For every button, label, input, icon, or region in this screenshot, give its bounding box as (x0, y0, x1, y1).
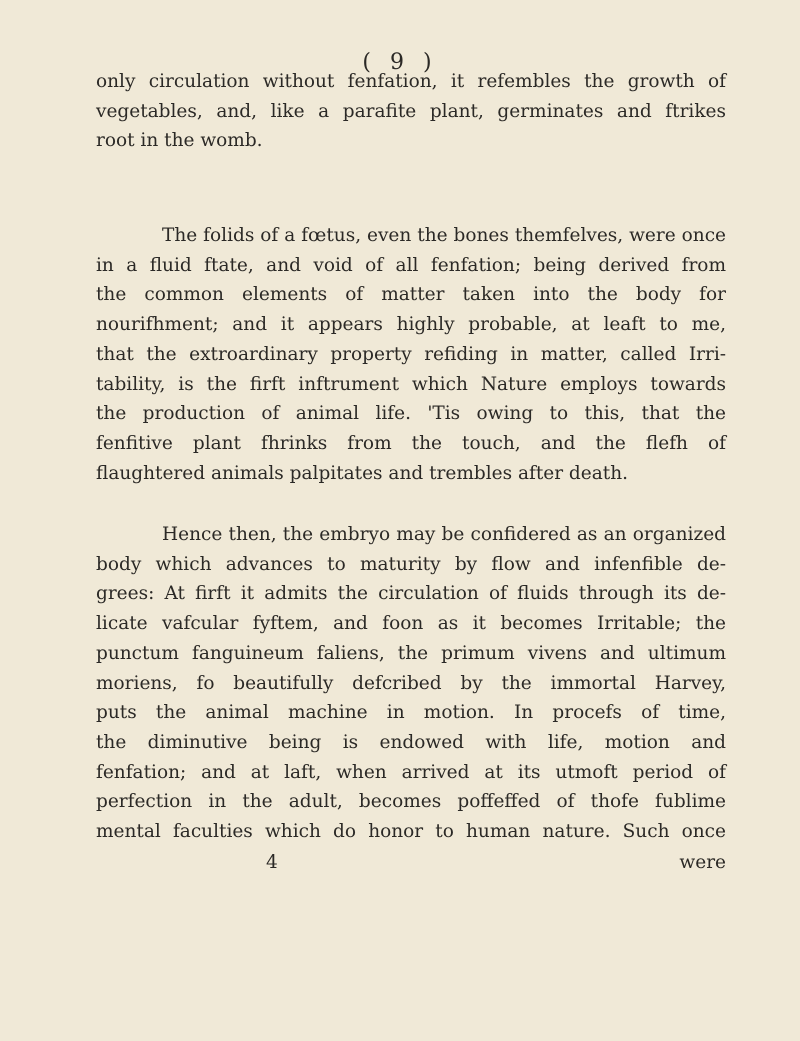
text-line: only circulation without fenfation, it refembles the growth of (96, 71, 726, 92)
catchword: were (679, 852, 726, 873)
paragraph-3 (96, 520, 726, 847)
text-line: tability, is the firft inftrument which Nature employs towards (96, 373, 726, 395)
paragraph-1 (96, 67, 726, 156)
page-number: ( 9 ) (362, 50, 438, 75)
text-line: The folids of a fœtus, even the bones themfelves, were once (162, 225, 726, 246)
text-line: licate vafcular fyftem, and foon as it becomes Irritable; the (96, 613, 726, 635)
text-line: that the extroardinary property refiding in matter, called Irri- (96, 343, 726, 365)
text-line: the common elements of matter taken into the body for (96, 284, 726, 306)
paragraph-2 (96, 221, 726, 488)
text-line: Hence then, the embryo may be confidered as an organized (162, 524, 726, 545)
text-line: mental faculties which do honor to human nature. Such once (96, 821, 726, 843)
text-line: puts the animal machine in motion. In procefs of time, (96, 702, 726, 724)
text-line: perfection in the adult, becomes poffeffed of thofe fublime (96, 791, 726, 813)
text-line: vegetables, and, like a parafite plant, germinates and ftrikes (96, 100, 726, 122)
text-line: punctum fanguineum faliens, the primum vivens and ultimum (96, 642, 726, 664)
text-line: grees: At firft it admits the circulation of fluids through its de- (96, 583, 726, 605)
text-line: body which advances to maturity by flow and infenfible de- (96, 553, 726, 575)
text-line: root in the womb. (96, 130, 263, 152)
text-line: fenfitive plant fhrinks from the touch, and the flefh of (96, 432, 726, 454)
text-line: the production of animal life. 'Tis owing to this, that the (96, 403, 726, 425)
text-line: moriens, fo beautifully defcribed by the immortal Harvey, (96, 672, 726, 694)
text-line: nourifhment; and it appears highly probable, at leaft to me, (96, 314, 726, 336)
text-line: flaughtered animals palpitates and trembles after death. (96, 462, 628, 484)
text-line: fenfation; and at laft, when arrived at its utmoft period of (96, 761, 726, 783)
text-line: the diminutive being is endowed with life, motion and (96, 731, 726, 753)
signature-mark: 4 (266, 852, 278, 873)
text-line: in a fluid ftate, and void of all fenfation; being derived from (96, 254, 726, 276)
